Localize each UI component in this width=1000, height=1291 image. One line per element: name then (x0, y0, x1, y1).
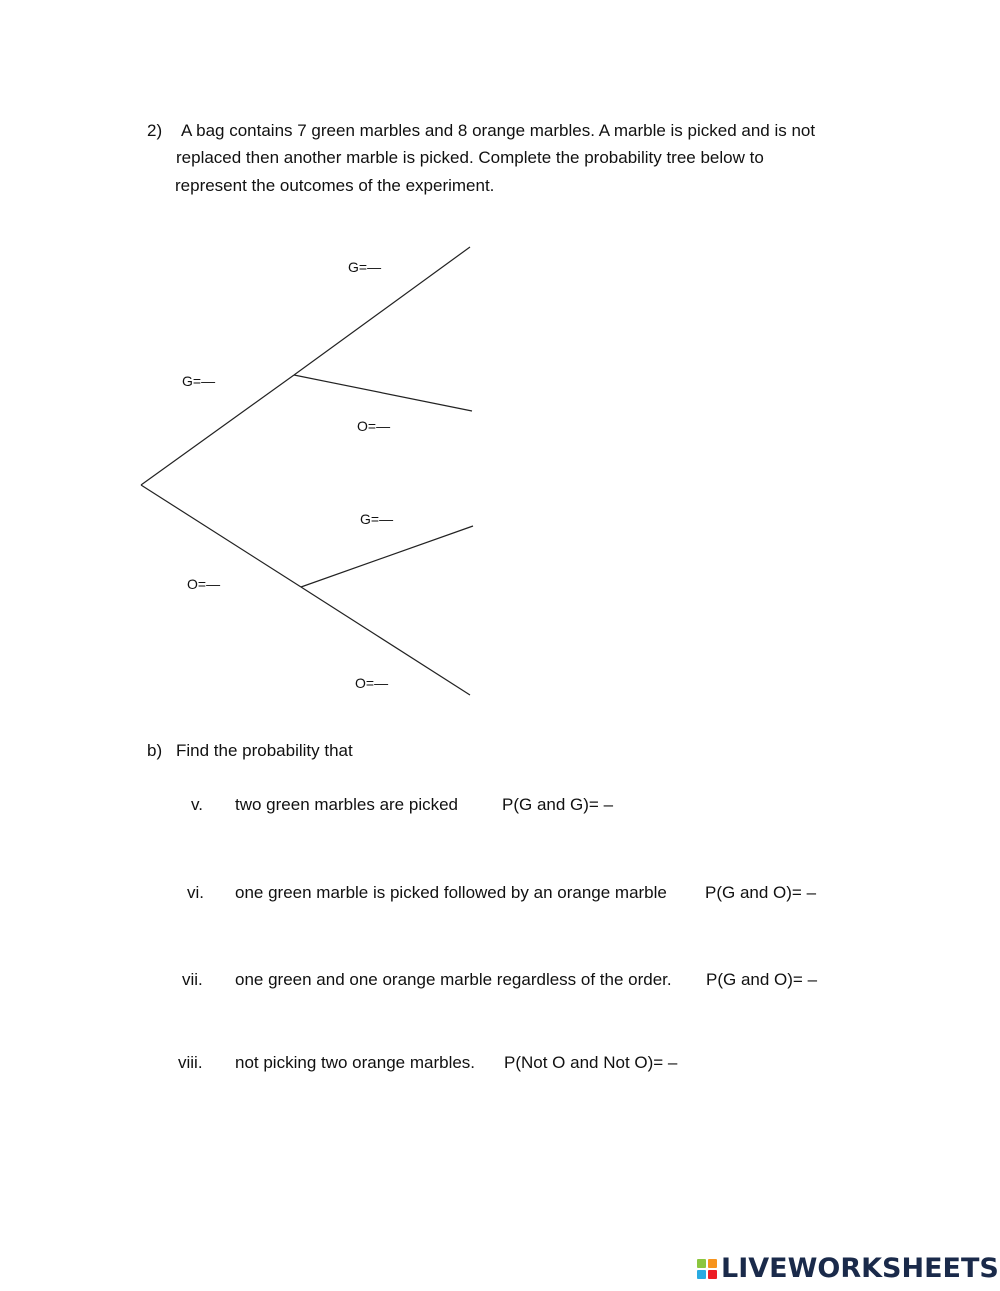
item-numeral: vii. (182, 970, 203, 989)
branch-og (301, 526, 473, 587)
logo-square-blue (697, 1270, 706, 1279)
question-number: 2) (147, 121, 163, 140)
question-line-1: A bag contains 7 green marbles and 8 orange marbles. A marble is picked and is not (181, 121, 816, 140)
liveworksheets-logo-icon (697, 1259, 717, 1279)
branch-first-green (141, 375, 294, 485)
item-text: two green marbles are picked (235, 795, 459, 814)
tree-label-second-og[interactable]: G=— (360, 511, 394, 527)
item-numeral: v. (191, 795, 203, 814)
tree-label-first-orange[interactable]: O=— (187, 576, 221, 592)
tree-label-first-green[interactable]: G=— (182, 373, 216, 389)
item-numeral: viii. (178, 1053, 203, 1072)
part-b-letter: b) (147, 741, 163, 760)
tree-label-second-gg[interactable]: G=— (348, 259, 382, 275)
item-answer[interactable]: P(Not O and Not O)= – (504, 1053, 678, 1072)
question-line-2: replaced then another marble is picked. Complete the probability tree below to (176, 148, 764, 167)
item-text: not picking two orange marbles. (235, 1053, 476, 1072)
tree-label-second-oo[interactable]: O=— (355, 675, 389, 691)
logo-square-green (697, 1259, 706, 1268)
liveworksheets-logo (697, 1254, 999, 1284)
logo-square-red (708, 1270, 717, 1279)
tree-label-second-go[interactable]: O=— (357, 418, 391, 434)
item-answer[interactable]: P(G and O)= – (706, 970, 818, 989)
part-b-prompt: Find the probability that (176, 741, 353, 760)
item-text: one green marble is picked followed by an orange marble (235, 883, 667, 902)
logo-text: LIVEWORKSHEETS (721, 1253, 999, 1284)
item-answer[interactable]: P(G and O)= – (705, 883, 817, 902)
branch-go (294, 375, 472, 411)
item-numeral: vi. (187, 883, 204, 902)
item-text: one green and one orange marble regardless of the order. (235, 970, 672, 989)
branch-gg (294, 247, 470, 375)
logo-square-orange (708, 1259, 717, 1268)
branch-first-orange (141, 485, 301, 587)
item-answer[interactable]: P(G and G)= – (502, 795, 614, 814)
question-line-3: represent the outcomes of the experiment. (175, 176, 495, 195)
